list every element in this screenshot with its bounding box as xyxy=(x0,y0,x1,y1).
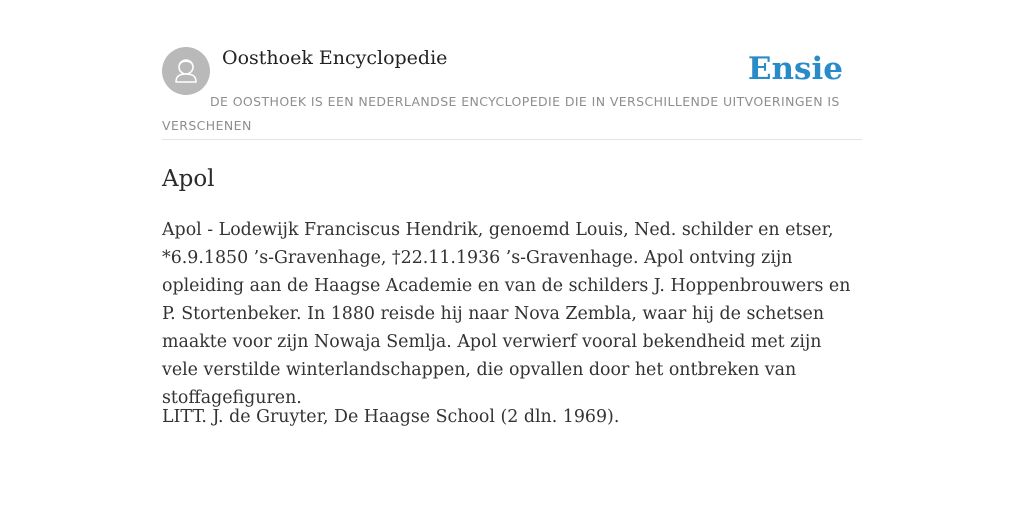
brand-logo-link[interactable]: Ensie xyxy=(747,51,843,87)
user-placeholder-icon[interactable] xyxy=(162,47,210,95)
article-literature: LITT. J. de Gruyter, De Haagse School (2 dln. 1969). xyxy=(162,407,620,427)
header xyxy=(162,40,862,140)
site-tagline: DE OOSTHOEK IS EEN NEDERLANDSE ENCYCLOPEDIE DIE IN VERSCHILLENDE UITVOERINGEN IS VERSCHENEN xyxy=(162,94,840,133)
page-title: Apol xyxy=(162,166,215,192)
site-name-link[interactable]: Oosthoek Encyclopedie xyxy=(222,47,448,69)
article-body: Apol - Lodewijk Franciscus Hendrik, genoemd Louis, Ned. schilder en etser, *6.9.1850 ’s-Gravenhage, †22.11.1936 ’s-Gravenhage. Apol ontving zijn opleiding aan de Haagse Academie en van de schilders J. Hoppenbrouwers en P. Stortenbeker. In 1880 reisde hij naar Nova Zembla, waar hij de schetsen maakte voor zijn Nowaja Semlja. Apol verwierf vooral bekendheid met zijn vele verstilde winterlandschappen, die opvallen door het ontbreken van stoffagefiguren. xyxy=(162,220,851,408)
page-container xyxy=(162,40,862,427)
